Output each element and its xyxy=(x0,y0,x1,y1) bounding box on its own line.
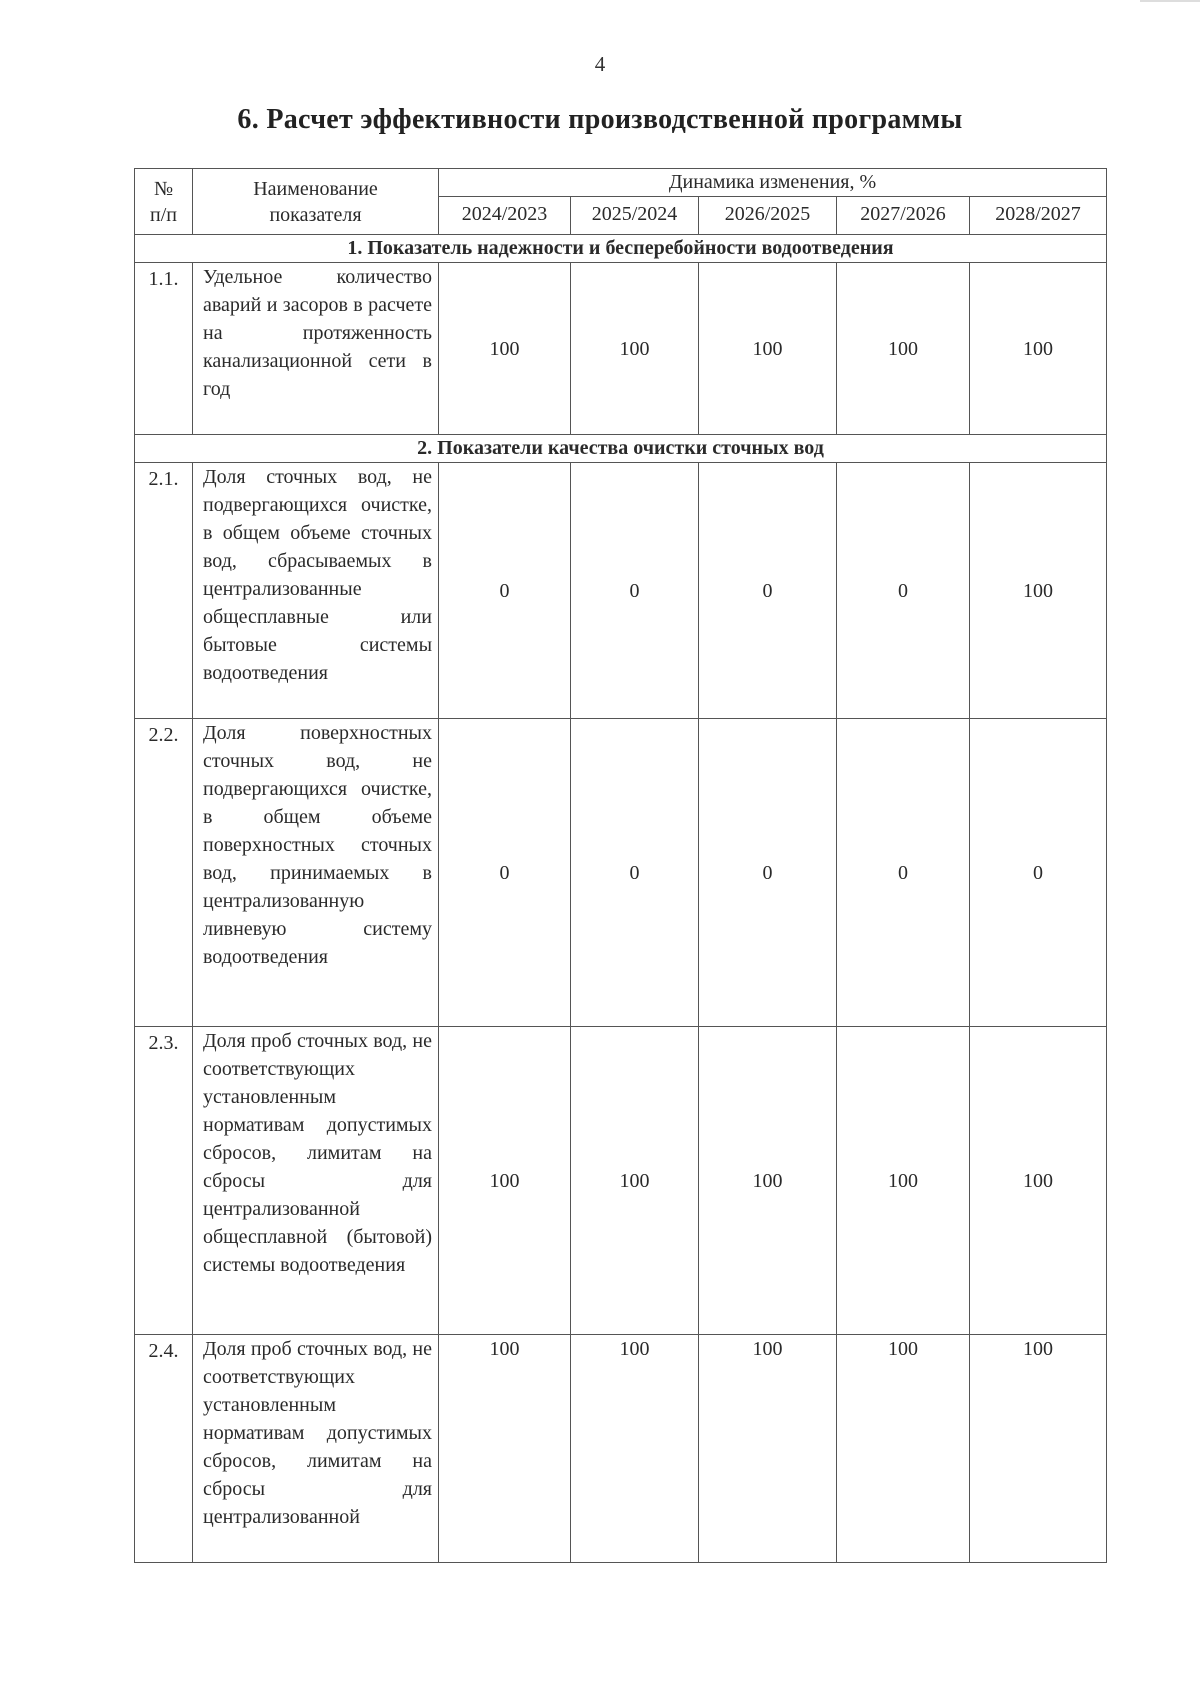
row-value: 100 xyxy=(970,1335,1107,1563)
page-number: 4 xyxy=(594,52,606,76)
row-name: Доля проб сточных вод, не соответствующих установленным нормативам допустимых сбросов, лимитам на сбросы для централизованной общесплавной (бытовой) системы водоотведения xyxy=(193,1027,439,1335)
header-dynamics: Динамика изменения, % xyxy=(439,169,1107,197)
page-title: 6. Расчет эффективности производственной программы xyxy=(237,104,963,135)
header-num-label: № п/п xyxy=(150,177,177,226)
row-value: 100 xyxy=(837,263,970,435)
row-name: Доля сточных вод, не подвергающихся очистке, в общем объеме сточных вод, сбрасываемых в централизованные общесплавные или бытовые системы водоотведения xyxy=(193,463,439,719)
row-value: 100 xyxy=(699,1335,837,1563)
row-num: 2.4. xyxy=(135,1335,193,1563)
header-year-3: 2026/2025 xyxy=(699,197,837,235)
table-row-2-4 xyxy=(135,1335,1107,1563)
header-name xyxy=(193,169,439,235)
row-value: 100 xyxy=(571,1027,699,1335)
row-value: 0 xyxy=(970,719,1107,1027)
row-value: 0 xyxy=(837,719,970,1027)
row-num: 2.1. xyxy=(135,463,193,719)
row-value: 100 xyxy=(837,1335,970,1563)
row-num: 2.2. xyxy=(135,719,193,1027)
row-value: 100 xyxy=(439,1335,571,1563)
row-value: 100 xyxy=(699,263,837,435)
section-row-1 xyxy=(135,235,1107,263)
row-value: 100 xyxy=(837,1027,970,1335)
section-row-2 xyxy=(135,435,1107,463)
row-name: Доля проб сточных вод, не соответствующих установленным нормативам допустимых сбросов, лимитам на сбросы для централизованной xyxy=(193,1335,439,1563)
efficiency-table xyxy=(134,168,1107,1563)
header-row-1 xyxy=(135,169,1107,197)
row-value: 100 xyxy=(571,1335,699,1563)
section-title-1: 1. Показатель надежности и бесперебойности водоотведения xyxy=(135,235,1107,263)
row-name: Удельное количество аварий и засоров в расчете на протяженность канализационной сети в год xyxy=(193,263,439,435)
row-value: 100 xyxy=(571,263,699,435)
row-value: 0 xyxy=(699,719,837,1027)
row-value: 0 xyxy=(571,463,699,719)
row-value: 100 xyxy=(699,1027,837,1335)
row-value: 0 xyxy=(439,463,571,719)
row-num: 1.1. xyxy=(135,263,193,435)
header-name-label: Наименование показателя xyxy=(253,177,378,226)
row-value: 100 xyxy=(970,463,1107,719)
table-row-1-1 xyxy=(135,263,1107,435)
row-name: Доля поверхностных сточных вод, не подвергающихся очистке, в общем объеме поверхностных сточных вод, принимаемых в централизованную ливневую систему водоотведения xyxy=(193,719,439,1027)
row-num: 2.3. xyxy=(135,1027,193,1335)
header-year-5: 2028/2027 xyxy=(970,197,1107,235)
row-value: 0 xyxy=(571,719,699,1027)
row-value: 0 xyxy=(439,719,571,1027)
row-value: 100 xyxy=(439,263,571,435)
row-value: 100 xyxy=(970,263,1107,435)
table-row-2-2 xyxy=(135,719,1107,1027)
row-value: 0 xyxy=(699,463,837,719)
header-year-2: 2025/2024 xyxy=(571,197,699,235)
row-value: 100 xyxy=(439,1027,571,1335)
section-title-2: 2. Показатели качества очистки сточных вод xyxy=(135,435,1107,463)
header-year-4: 2027/2026 xyxy=(837,197,970,235)
row-value: 0 xyxy=(837,463,970,719)
table-row-2-3 xyxy=(135,1027,1107,1335)
table-row-2-1 xyxy=(135,463,1107,719)
header-year-1: 2024/2023 xyxy=(439,197,571,235)
header-num xyxy=(135,169,193,235)
row-value: 100 xyxy=(970,1027,1107,1335)
scan-edge-mark xyxy=(1140,0,1200,2)
